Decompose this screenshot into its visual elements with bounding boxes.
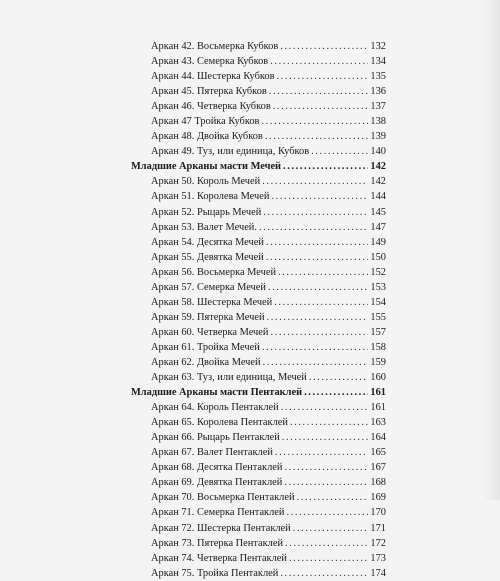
page-number: 153 xyxy=(370,281,386,293)
page-number: 139 xyxy=(370,131,386,143)
entry-title: Аркан 66. Рыцарь Пентаклей xyxy=(151,432,280,444)
entry-title: Аркан 43. Семерка Кубков xyxy=(151,56,269,68)
entry-title: Аркан 63. Туз, или единица, Мечей xyxy=(151,372,307,384)
page-number: 136 xyxy=(370,86,386,98)
toc-entry xyxy=(131,205,386,220)
page-edge-shadow xyxy=(482,0,500,500)
page-number: 144 xyxy=(370,191,386,203)
dot-leader xyxy=(283,159,368,174)
section-title: Младшие Арканы масти Пентаклей xyxy=(131,387,303,399)
page-number: 147 xyxy=(370,221,386,233)
entry-title: Аркан 48. Двойка Кубков xyxy=(151,131,263,143)
toc-entry xyxy=(131,370,386,385)
toc-entry xyxy=(131,114,386,129)
toc-section-heading xyxy=(131,159,386,174)
toc-entry xyxy=(131,189,386,204)
toc-entry xyxy=(131,84,386,99)
toc-entry xyxy=(131,54,386,69)
page-number: 173 xyxy=(370,552,386,564)
toc-entry xyxy=(131,415,386,430)
dot-leader xyxy=(275,445,368,460)
page-number: 164 xyxy=(370,432,386,444)
dot-leader xyxy=(284,475,368,490)
toc-entry xyxy=(131,220,386,235)
dot-leader xyxy=(259,220,368,235)
toc-entry xyxy=(131,430,386,445)
page-number: 152 xyxy=(370,266,386,278)
table-of-contents xyxy=(131,39,386,581)
page-number: 137 xyxy=(370,101,386,113)
toc-entry xyxy=(131,174,386,189)
dot-leader xyxy=(266,250,368,265)
section-title: Младшие Арканы масти Мечей xyxy=(131,161,282,173)
dot-leader xyxy=(269,84,368,99)
toc-entry xyxy=(131,325,386,340)
entry-title: Аркан 67. Валет Пентаклей xyxy=(151,447,273,459)
toc-entry xyxy=(131,235,386,250)
page-number: 165 xyxy=(370,447,386,459)
dot-leader xyxy=(281,400,368,415)
entry-title: Аркан 44. Шестерка Кубков xyxy=(151,71,275,83)
dot-leader xyxy=(262,174,368,189)
dot-leader xyxy=(290,415,368,430)
entry-title: Аркан 64. Король Пентаклей xyxy=(151,402,279,414)
toc-entry xyxy=(131,39,386,54)
dot-leader xyxy=(284,460,368,475)
dot-leader xyxy=(293,521,368,536)
dot-leader xyxy=(285,536,368,551)
entry-title: Аркан 59. Пятерка Мечей xyxy=(151,311,265,323)
page-number: 135 xyxy=(370,71,386,83)
dot-leader xyxy=(271,189,368,204)
dot-leader xyxy=(304,385,368,400)
page-number: 169 xyxy=(370,492,386,504)
dot-leader xyxy=(280,566,368,581)
entry-title: Аркан 56. Восьмерка Мечей xyxy=(151,266,277,278)
page-number: 149 xyxy=(370,236,386,248)
toc-entry xyxy=(131,536,386,551)
dot-leader xyxy=(262,340,368,355)
page-number: 142 xyxy=(370,161,386,173)
entry-title: Аркан 69. Девятка Пентаклей xyxy=(151,477,283,489)
toc-entry xyxy=(131,69,386,84)
toc-entry xyxy=(131,551,386,566)
entry-title: Аркан 50. Король Мечей xyxy=(151,176,261,188)
page-number: 157 xyxy=(370,326,386,338)
page-number: 132 xyxy=(370,41,386,52)
page-number: 145 xyxy=(370,206,386,218)
page-number: 168 xyxy=(370,477,386,489)
entry-title: Аркан 54. Десятка Мечей xyxy=(151,236,264,248)
dot-leader xyxy=(278,265,368,280)
entry-title: Аркан 75. Тройка Пентаклей xyxy=(151,567,279,579)
entry-title: Аркан 74. Четверка Пентаклей xyxy=(151,552,287,564)
toc-entry xyxy=(131,144,386,159)
page-number: 140 xyxy=(370,146,386,158)
dot-leader xyxy=(265,129,368,144)
toc-entry xyxy=(131,265,386,280)
page-number: 138 xyxy=(370,116,386,128)
dot-leader xyxy=(274,295,368,310)
dot-leader xyxy=(311,144,368,159)
entry-title: Аркан 73. Пятерка Пентаклей xyxy=(151,537,284,549)
page-number: 155 xyxy=(370,311,386,323)
dot-leader xyxy=(273,99,368,114)
dot-leader xyxy=(297,490,368,505)
page-number: 171 xyxy=(370,522,386,534)
dot-leader xyxy=(276,69,368,84)
toc-entry xyxy=(131,99,386,114)
dot-leader xyxy=(270,54,368,69)
page-number: 161 xyxy=(370,402,386,414)
entry-title: Аркан 72. Шестерка Пентаклей xyxy=(151,522,291,534)
dot-leader xyxy=(282,430,368,445)
toc-entry xyxy=(131,566,386,581)
dot-leader xyxy=(263,355,368,370)
dot-leader xyxy=(261,114,368,129)
dot-leader xyxy=(267,310,368,325)
dot-leader xyxy=(286,505,368,520)
entry-title: Аркан 53. Валет Мечей. xyxy=(151,221,257,233)
toc-entry xyxy=(131,129,386,144)
toc-entry xyxy=(131,490,386,505)
toc-entry xyxy=(131,250,386,265)
entry-title: Аркан 70. Восьмерка Пентаклей xyxy=(151,492,295,504)
entry-title: Аркан 42. Восьмерка Кубков xyxy=(151,41,279,52)
toc-entry xyxy=(131,475,386,490)
dot-leader xyxy=(268,280,368,295)
entry-title: Аркан 62. Двойка Мечей xyxy=(151,356,261,368)
page-number: 150 xyxy=(370,251,386,263)
toc-entry xyxy=(131,505,386,520)
entry-title: Аркан 71. Семерка Пентаклей xyxy=(151,507,285,519)
entry-title: Аркан 65. Королева Пентаклей xyxy=(151,417,288,429)
entry-title: Аркан 61. Тройка Мечей xyxy=(151,341,260,353)
dot-leader xyxy=(289,551,368,566)
toc-entry xyxy=(131,445,386,460)
toc-entry xyxy=(131,521,386,536)
entry-title: Аркан 55. Девятка Мечей xyxy=(151,251,264,263)
entry-title: Аркан 49. Туз, или единица, Кубков xyxy=(151,146,310,158)
page-number: 161 xyxy=(370,387,386,399)
page-number: 159 xyxy=(370,356,386,368)
entry-title: Аркан 47 Тройка Кубков xyxy=(151,116,260,128)
page-number: 160 xyxy=(370,372,386,384)
entry-title: Аркан 68. Десятка Пентаклей xyxy=(151,462,283,474)
page-number: 170 xyxy=(370,507,386,519)
entry-title: Аркан 58. Шестерка Мечей xyxy=(151,296,273,308)
page-number: 134 xyxy=(370,56,386,68)
toc-entry xyxy=(131,280,386,295)
page-number: 174 xyxy=(370,567,386,579)
toc-entry xyxy=(131,340,386,355)
toc-entry xyxy=(131,460,386,475)
dot-leader xyxy=(266,235,368,250)
entry-title: Аркан 46. Четверка Кубков xyxy=(151,101,271,113)
dot-leader xyxy=(263,205,368,220)
entry-title: Аркан 57. Семерка Мечей xyxy=(151,281,266,293)
dot-leader xyxy=(270,325,368,340)
page-number: 158 xyxy=(370,341,386,353)
entry-title: Аркан 52. Рыцарь Мечей xyxy=(151,206,262,218)
page-number: 163 xyxy=(370,417,386,429)
toc-section-heading xyxy=(131,385,386,400)
entry-title: Аркан 60. Четверка Мечей xyxy=(151,326,269,338)
toc-entry xyxy=(131,355,386,370)
page-number: 142 xyxy=(370,176,386,188)
toc-entry xyxy=(131,400,386,415)
toc-entry xyxy=(131,295,386,310)
dot-leader xyxy=(309,370,368,385)
dot-leader xyxy=(280,39,368,54)
page-number: 154 xyxy=(370,296,386,308)
entry-title: Аркан 45. Пятерка Кубков xyxy=(151,86,267,98)
page-number: 172 xyxy=(370,537,386,549)
page-number: 167 xyxy=(370,462,386,474)
toc-entry xyxy=(131,310,386,325)
entry-title: Аркан 51. Королева Мечей xyxy=(151,191,270,203)
